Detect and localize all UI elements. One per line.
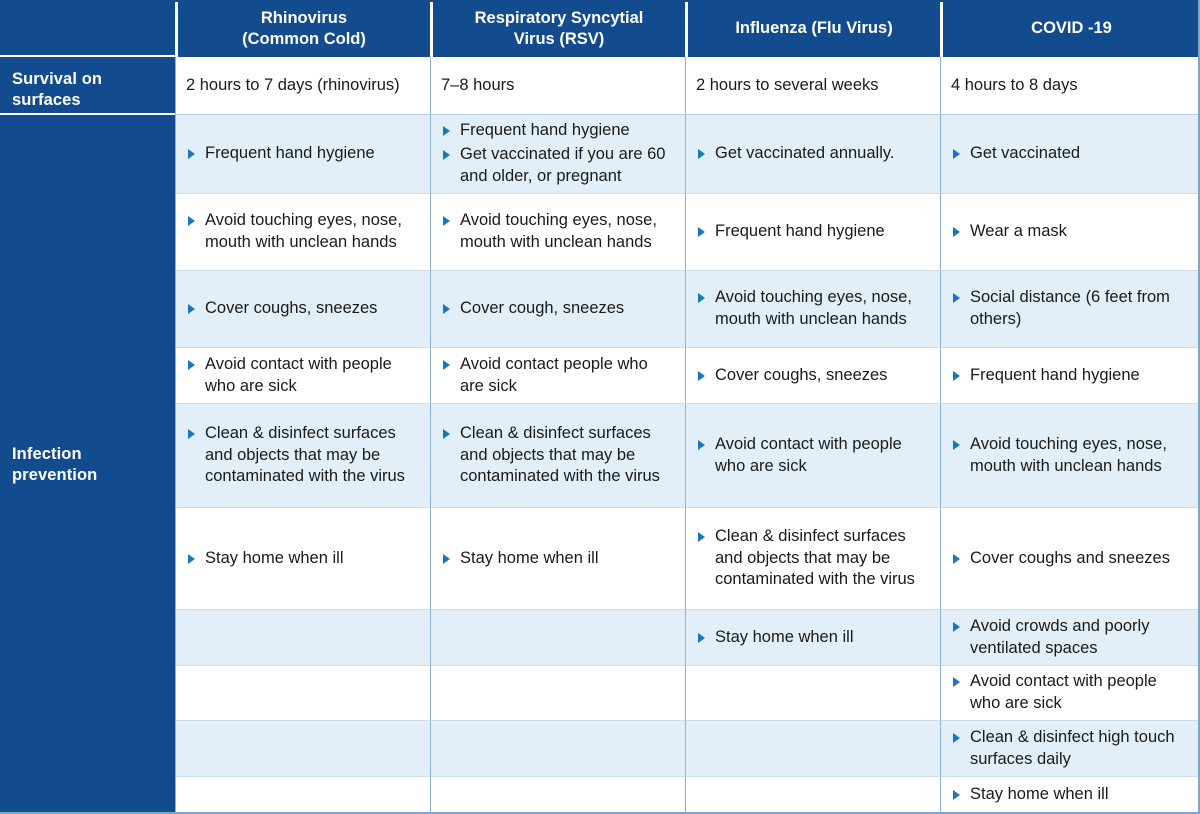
bullet-triangle-icon bbox=[188, 429, 195, 439]
bullet-triangle-icon bbox=[953, 227, 960, 237]
list-item-label: Avoid crowds and poorly ventilated spaces bbox=[970, 616, 1150, 657]
survival-cell-rhinovirus bbox=[175, 57, 430, 115]
prevention-list-influenza-1 bbox=[696, 143, 930, 165]
list-item bbox=[186, 548, 420, 570]
prevention-list-covid-9 bbox=[951, 727, 1190, 771]
bullet-triangle-icon bbox=[953, 622, 960, 632]
bullet-triangle-icon bbox=[443, 216, 450, 226]
list-item-label: Stay home when ill bbox=[715, 627, 854, 646]
bullet-triangle-icon bbox=[443, 304, 450, 314]
bullet-triangle-icon bbox=[698, 371, 705, 381]
list-item-label: Cover cough, sneezes bbox=[460, 299, 625, 318]
bullet-triangle-icon bbox=[698, 633, 705, 643]
list-item-label: Stay home when ill bbox=[460, 548, 599, 567]
bullet-triangle-icon bbox=[953, 677, 960, 687]
list-item bbox=[441, 120, 675, 142]
prevention-cell-influenza-3 bbox=[685, 271, 940, 348]
bullet-triangle-icon bbox=[443, 150, 450, 160]
row-label-survival-line2: surfaces bbox=[12, 90, 81, 109]
prevention-cell-rsv-1 bbox=[430, 115, 685, 194]
list-item-label: Avoid touching eyes, nose, mouth with unclean hands bbox=[205, 211, 402, 251]
prevention-cell-rsv-7 bbox=[430, 610, 685, 666]
column-header-influenza bbox=[685, 0, 940, 57]
bullet-triangle-icon bbox=[443, 126, 450, 136]
list-item-label: Wear a mask bbox=[970, 222, 1067, 241]
table-corner-cell bbox=[0, 0, 175, 57]
prevention-cell-rhinovirus-6 bbox=[175, 508, 430, 610]
list-item bbox=[696, 526, 930, 591]
prevention-list-influenza-5 bbox=[696, 434, 930, 478]
prevention-cell-rhinovirus-2 bbox=[175, 194, 430, 271]
list-item-label: Frequent hand hygiene bbox=[970, 365, 1140, 384]
prevention-list-covid-3 bbox=[951, 287, 1190, 331]
prevention-cell-influenza-4 bbox=[685, 348, 940, 404]
list-item-label: Avoid contact with people who are sick bbox=[715, 434, 902, 475]
prevention-cell-covid-10 bbox=[940, 777, 1200, 814]
prevention-cell-rhinovirus-5 bbox=[175, 404, 430, 508]
list-item bbox=[696, 434, 930, 478]
list-item bbox=[951, 434, 1190, 478]
prevention-list-influenza-3 bbox=[696, 287, 930, 331]
list-item bbox=[696, 365, 930, 387]
prevention-cell-influenza-5 bbox=[685, 404, 940, 508]
prevention-cell-covid-3 bbox=[940, 271, 1200, 348]
bullet-triangle-icon bbox=[698, 532, 705, 542]
prevention-cell-rsv-2 bbox=[430, 194, 685, 271]
list-item-label: Social distance (6 feet from others) bbox=[970, 288, 1170, 328]
column-header-covid bbox=[940, 0, 1200, 57]
bullet-triangle-icon bbox=[953, 440, 960, 450]
list-item bbox=[186, 298, 420, 320]
prevention-cell-rsv-8 bbox=[430, 666, 685, 721]
list-item-label: Avoid touching eyes, nose, mouth with unclean hands bbox=[715, 288, 912, 328]
list-item-label: Avoid contact people who are sick bbox=[460, 354, 648, 395]
prevention-cell-rsv-3 bbox=[430, 271, 685, 348]
prevention-cell-rhinovirus-3 bbox=[175, 271, 430, 348]
prevention-cell-rhinovirus-4 bbox=[175, 348, 430, 404]
bullet-triangle-icon bbox=[953, 554, 960, 564]
list-item-label: Get vaccinated if you are 60 and older, or pregnant bbox=[460, 145, 666, 185]
prevention-cell-rsv-5 bbox=[430, 404, 685, 508]
prevention-cell-covid-5 bbox=[940, 404, 1200, 508]
prevention-list-rhinovirus-6 bbox=[186, 548, 420, 570]
list-item-label: Clean & disinfect surfaces and objects that may be contaminated with the virus bbox=[205, 423, 405, 486]
list-item bbox=[441, 144, 675, 188]
prevention-list-rhinovirus-1 bbox=[186, 143, 420, 165]
column-header-covid-line1: COVID -19 bbox=[1031, 19, 1112, 38]
prevention-cell-covid-7 bbox=[940, 610, 1200, 666]
row-label-prevention-line2: prevention bbox=[12, 465, 98, 484]
column-header-rhinovirus-line1: Rhinovirus bbox=[260, 9, 348, 28]
list-item-label: Avoid touching eyes, nose, mouth with unclean hands bbox=[970, 434, 1167, 475]
prevention-cell-influenza-2 bbox=[685, 194, 940, 271]
prevention-cell-rhinovirus-1 bbox=[175, 115, 430, 194]
prevention-cell-rsv-4 bbox=[430, 348, 685, 404]
list-item bbox=[696, 627, 930, 649]
bullet-triangle-icon bbox=[953, 293, 960, 303]
list-item-label: Frequent hand hygiene bbox=[460, 121, 630, 140]
prevention-cell-covid-8 bbox=[940, 666, 1200, 721]
list-item-label: Cover coughs and sneezes bbox=[970, 548, 1170, 567]
bullet-triangle-icon bbox=[698, 440, 705, 450]
prevention-list-rhinovirus-3 bbox=[186, 298, 420, 320]
survival-cell-rsv bbox=[430, 57, 685, 115]
column-header-rsv-line2: Virus (RSV) bbox=[513, 29, 605, 48]
list-item bbox=[951, 221, 1190, 243]
list-item bbox=[696, 287, 930, 331]
prevention-cell-covid-4 bbox=[940, 348, 1200, 404]
list-item-label: Avoid contact with people who are sick bbox=[205, 354, 392, 395]
list-item bbox=[951, 784, 1190, 806]
prevention-cell-covid-1 bbox=[940, 115, 1200, 194]
list-item-label: Cover coughs, sneezes bbox=[205, 299, 378, 318]
prevention-cell-covid-6 bbox=[940, 508, 1200, 610]
list-item bbox=[186, 354, 420, 398]
prevention-list-rsv-5 bbox=[441, 423, 675, 488]
list-item bbox=[696, 221, 930, 243]
bullet-triangle-icon bbox=[953, 149, 960, 159]
row-label-survival-line1: Survival on bbox=[12, 70, 103, 88]
list-item bbox=[951, 548, 1190, 570]
prevention-cell-influenza-6 bbox=[685, 508, 940, 610]
bullet-triangle-icon bbox=[698, 227, 705, 237]
list-item bbox=[951, 616, 1190, 660]
prevention-list-influenza-4 bbox=[696, 365, 930, 387]
prevention-cell-rhinovirus-7 bbox=[175, 610, 430, 666]
survival-cell-covid bbox=[940, 57, 1200, 115]
list-item-label: Avoid contact with people who are sick bbox=[970, 672, 1157, 712]
bullet-triangle-icon bbox=[188, 554, 195, 564]
prevention-list-covid-4 bbox=[951, 365, 1190, 387]
prevention-list-rhinovirus-4 bbox=[186, 354, 420, 398]
row-label-prevention-line1: Infection bbox=[12, 444, 82, 463]
prevention-cell-influenza-9 bbox=[685, 721, 940, 777]
list-item-label: Stay home when ill bbox=[970, 785, 1109, 804]
list-item-label: Clean & disinfect surfaces and objects that may be contaminated with the virus bbox=[460, 423, 660, 486]
prevention-cell-rsv-10 bbox=[430, 777, 685, 814]
list-item bbox=[951, 727, 1190, 771]
list-item bbox=[951, 143, 1190, 165]
bullet-triangle-icon bbox=[188, 216, 195, 226]
prevention-list-rsv-6 bbox=[441, 548, 675, 570]
prevention-cell-influenza-7 bbox=[685, 610, 940, 666]
column-header-influenza-line1: Influenza (Flu Virus) bbox=[735, 19, 893, 38]
list-item bbox=[951, 671, 1190, 715]
list-item-label: Frequent hand hygiene bbox=[715, 222, 885, 241]
bullet-triangle-icon bbox=[188, 360, 195, 370]
bullet-triangle-icon bbox=[698, 149, 705, 159]
prevention-list-rsv-4 bbox=[441, 354, 675, 398]
survival-value-rsv: 7–8 hours bbox=[441, 75, 515, 94]
prevention-list-covid-10 bbox=[951, 784, 1190, 806]
list-item bbox=[441, 354, 675, 398]
prevention-cell-rsv-6 bbox=[430, 508, 685, 610]
prevention-cell-rhinovirus-9 bbox=[175, 721, 430, 777]
column-header-rsv-line1: Respiratory Syncytial bbox=[474, 9, 644, 28]
prevention-list-rhinovirus-2 bbox=[186, 210, 420, 254]
prevention-list-covid-2 bbox=[951, 221, 1190, 243]
bullet-triangle-icon bbox=[443, 429, 450, 439]
bullet-triangle-icon bbox=[188, 149, 195, 159]
list-item-label: Get vaccinated annually. bbox=[715, 144, 895, 163]
bullet-triangle-icon bbox=[953, 733, 960, 743]
list-item-label: Cover coughs, sneezes bbox=[715, 365, 888, 384]
row-label-infection-prevention bbox=[0, 115, 175, 814]
column-header-rhinovirus-line2: (Common Cold) bbox=[242, 29, 366, 48]
list-item bbox=[951, 365, 1190, 387]
prevention-list-influenza-2 bbox=[696, 221, 930, 243]
prevention-cell-influenza-8 bbox=[685, 666, 940, 721]
prevention-cell-covid-2 bbox=[940, 194, 1200, 271]
prevention-cell-influenza-1 bbox=[685, 115, 940, 194]
bullet-triangle-icon bbox=[698, 293, 705, 303]
prevention-list-covid-7 bbox=[951, 616, 1190, 660]
column-header-rsv bbox=[430, 0, 685, 57]
survival-value-influenza: 2 hours to several weeks bbox=[696, 75, 879, 94]
table-top-border bbox=[0, 0, 1200, 2]
prevention-list-influenza-6 bbox=[696, 526, 930, 591]
list-item bbox=[441, 210, 675, 254]
list-item bbox=[186, 423, 420, 488]
list-item-label: Clean & disinfect surfaces and objects that may be contaminated with the virus bbox=[715, 526, 915, 589]
prevention-cell-influenza-10 bbox=[685, 777, 940, 814]
prevention-list-rhinovirus-5 bbox=[186, 423, 420, 488]
list-item bbox=[186, 210, 420, 254]
survival-cell-influenza bbox=[685, 57, 940, 115]
prevention-cell-rsv-9 bbox=[430, 721, 685, 777]
prevention-list-rsv-2 bbox=[441, 210, 675, 254]
list-item-label: Avoid touching eyes, nose, mouth with unclean hands bbox=[460, 211, 657, 251]
prevention-cell-rhinovirus-10 bbox=[175, 777, 430, 814]
list-item bbox=[186, 143, 420, 165]
bullet-triangle-icon bbox=[188, 304, 195, 314]
bullet-triangle-icon bbox=[953, 790, 960, 800]
survival-value-covid: 4 hours to 8 days bbox=[951, 75, 1078, 94]
prevention-list-influenza-7 bbox=[696, 627, 930, 649]
list-item bbox=[441, 298, 675, 320]
list-item-label: Clean & disinfect high touch surfaces daily bbox=[970, 727, 1175, 768]
list-item-label: Get vaccinated bbox=[970, 144, 1081, 163]
bullet-triangle-icon bbox=[953, 371, 960, 381]
prevention-cell-rhinovirus-8 bbox=[175, 666, 430, 721]
bullet-triangle-icon bbox=[443, 360, 450, 370]
prevention-list-rsv-1 bbox=[441, 120, 675, 187]
prevention-list-covid-6 bbox=[951, 548, 1190, 570]
row-label-survival-on-surfaces bbox=[0, 57, 175, 115]
prevention-cell-covid-9 bbox=[940, 721, 1200, 777]
list-item bbox=[696, 143, 930, 165]
list-item-label: Stay home when ill bbox=[205, 548, 344, 567]
bullet-triangle-icon bbox=[443, 554, 450, 564]
prevention-list-rsv-3 bbox=[441, 298, 675, 320]
column-header-rhinovirus bbox=[175, 0, 430, 57]
prevention-list-covid-1 bbox=[951, 143, 1190, 165]
prevention-list-covid-8 bbox=[951, 671, 1190, 715]
prevention-list-covid-5 bbox=[951, 434, 1190, 478]
survival-value-rhinovirus: 2 hours to 7 days (rhinovirus) bbox=[186, 75, 400, 94]
list-item bbox=[441, 423, 675, 488]
list-item bbox=[441, 548, 675, 570]
list-item bbox=[951, 287, 1190, 331]
list-item-label: Frequent hand hygiene bbox=[205, 144, 375, 163]
